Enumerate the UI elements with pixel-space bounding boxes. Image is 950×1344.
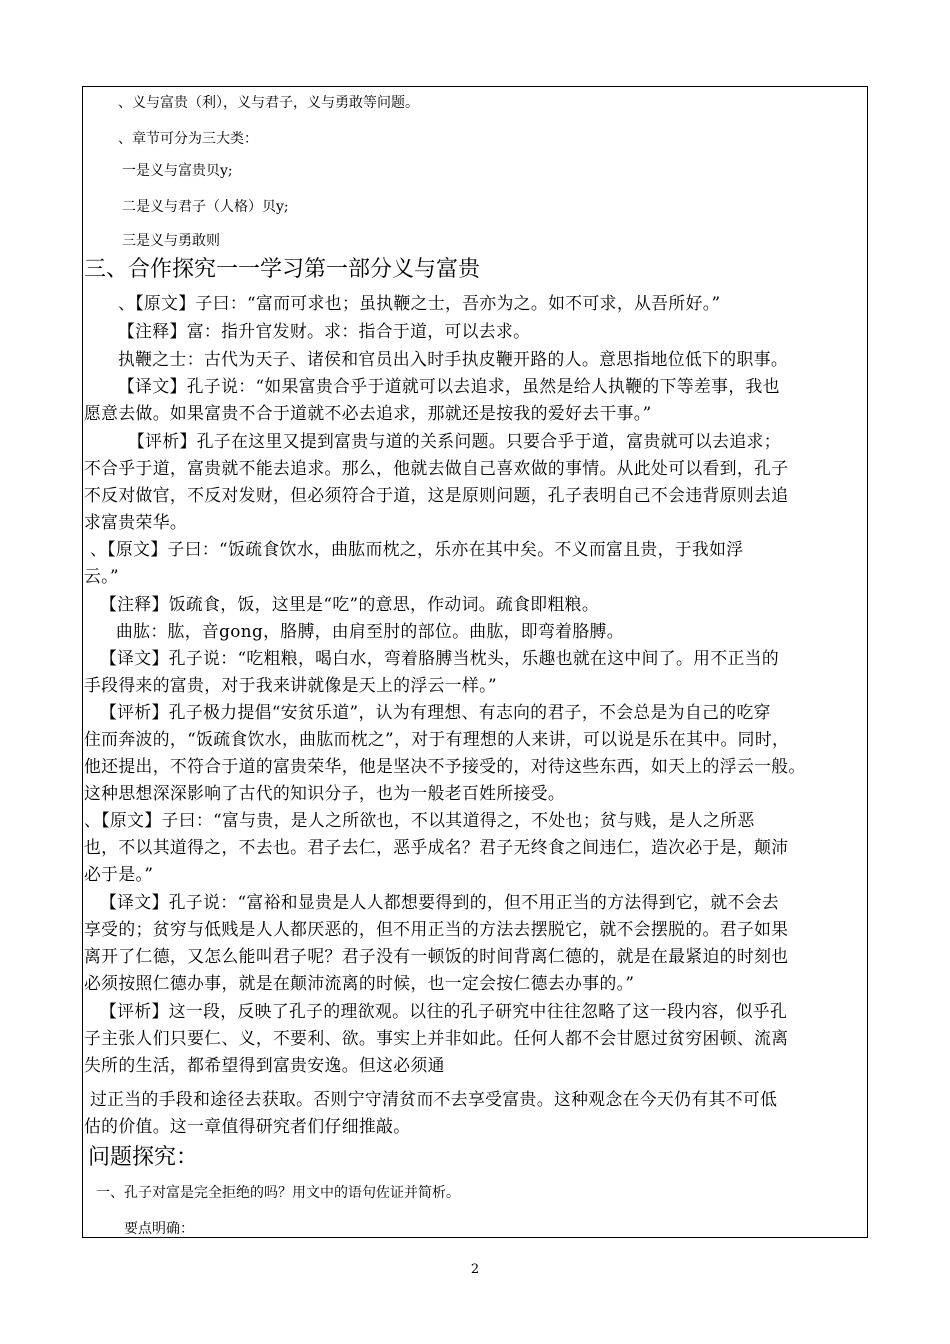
body-line: 享受的；贫穷与低贱是人人都厌恶的，但不用正当的方法去摆脱它，就不会摆脱的。君子如果 — [84, 919, 789, 939]
body-line: 【译文】孔子说：“富裕和显贵是人人都想要得到的，但不用正当的方法得到它，就不会去 — [100, 892, 780, 912]
body-line: 必须按照仁德办事，就是在颠沛流离的时候，也一定会按仁德去办事的。” — [84, 973, 635, 993]
body-line: 也，不以其道得之，不去也。君子去仁，恶乎成名？君子无终食之间违仁，造次必于是，颠沛 — [84, 837, 789, 857]
answer-prompt: 要点明确： — [124, 1221, 194, 1237]
body-line: 不合乎于道，富贵就不能去追求。那么，他就去做自己喜欢做的事情。从此处可以看到，孔子 — [84, 458, 789, 478]
body-line: 他还提出，不符合于道的富贵荣华，他是坚决不予接受的，对待这些东西，如天上的浮云一般。 — [84, 756, 806, 776]
body-line: 求富贵荣华。 — [84, 512, 188, 532]
body-line: 【评析】孔子极力提倡“安贫乐道”，认为有理想、有志向的君子，不会总是为自己的吃穿 — [100, 702, 771, 722]
category-line: 一是义与富贵贝y; — [122, 163, 233, 179]
body-line: 【评析】这一段，反映了孔子的理欲观。以往的孔子研究中往往忽略了这一段内容，似乎孔 — [100, 1001, 788, 1021]
body-line: 【译文】孔子说：“吃粗粮，喝白水，弯着胳膊当枕头，乐趣也就在这中间了。用不正当的 — [100, 648, 780, 668]
body-line: 不反对做官，不反对发财，但必须符合于道，这是原则问题，孔子表明自己不会违背原则去追 — [84, 485, 789, 505]
page-number: 2 — [470, 1262, 480, 1277]
category-line: 三是义与勇敢则 — [122, 233, 220, 249]
body-line: 【注释】富：指升官发财。求：指合于道，可以去求。 — [118, 321, 531, 341]
section-heading: 三、合作探究一一学习第一部分义与富贵 — [84, 257, 481, 282]
body-line: 离开了仁德，又怎么能叫君子呢？君子没有一顿饭的时间背离仁德的，就是在最紧迫的时刻也 — [84, 946, 789, 966]
body-line: 过正当的手段和途径去获取。否则宁守清贫而不去享受富贵。这种观念在今天仍有其不可低 — [90, 1089, 778, 1109]
body-line: 【译文】孔子说：“如果富贵合乎于道就可以去追求，虽然是给人执鞭的下等差事，我也 — [118, 376, 780, 396]
body-line: 失所的生活，都希望得到富贵安逸。但这必须通 — [84, 1055, 445, 1075]
intro-line: 、章节可分为三大类： — [118, 131, 258, 147]
body-line: 这种思想深深影响了古代的知识分子，也为一般老百姓所接受。 — [84, 783, 566, 803]
body-line: 愿意去做。如果富贵不合于道就不必去追求，那就还是按我的爱好去干事。” — [84, 403, 652, 423]
intro-line: 、义与富贵（利），义与君子，义与勇敢等问题。 — [118, 95, 419, 111]
question-line: 一、孔子对富是完全拒绝的吗？用文中的语句佐证并简析。 — [96, 1185, 460, 1201]
body-line: 执鞭之士：古代为天子、诸侯和官员出入时手执皮鞭开路的人。意思指地位低下的职事。 — [118, 349, 789, 369]
body-line: 、【原文】子曰：“饭疏食饮水，曲肱而枕之，乐亦在其中矣。不义而富且贵，于我如浮 — [90, 539, 744, 559]
body-line: 云。” — [84, 566, 119, 586]
body-line: 必于是。” — [84, 864, 154, 884]
body-line: 【注释】饭疏食，饭，这里是“吃”的意思，作动词。疏食即粗粮。 — [100, 594, 600, 614]
body-line: 住而奔波的，“饭疏食饮水，曲肱而枕之”，对于有理想的人来讲，可以说是乐在其中。同时， — [84, 729, 790, 749]
body-line: 【评析】孔子在这里又提到富贵与道的关系问题。只要合乎于道，富贵就可以去追求； — [128, 431, 781, 451]
body-line: 子主张人们只要仁、义，不要利、欲。事实上并非如此。任何人都不会甘愿过贫穷困顿、流离 — [84, 1028, 789, 1048]
body-line: 手段得来的富贵，对于我来讲就像是天上的浮云一样。” — [84, 675, 497, 695]
category-line: 二是义与君子（人格）贝y; — [122, 199, 289, 215]
body-line: 曲肱：肱，音gong，胳膊，由肩至肘的部位。曲肱，即弯着胳膊。 — [116, 621, 624, 641]
section-heading: 问题探究： — [88, 1145, 199, 1170]
body-line: 、【原文】子曰：“富与贵，是人之所欲也，不以其道得之，不处也；贫与贱，是人之所恶 — [84, 810, 755, 830]
body-line: 估的价值。这一章值得研究者们仔细推敲。 — [84, 1116, 411, 1136]
body-line: 、【原文】子曰：“富而可求也；虽执鞭之士，吾亦为之。如不可求，从吾所好。” — [118, 293, 721, 313]
